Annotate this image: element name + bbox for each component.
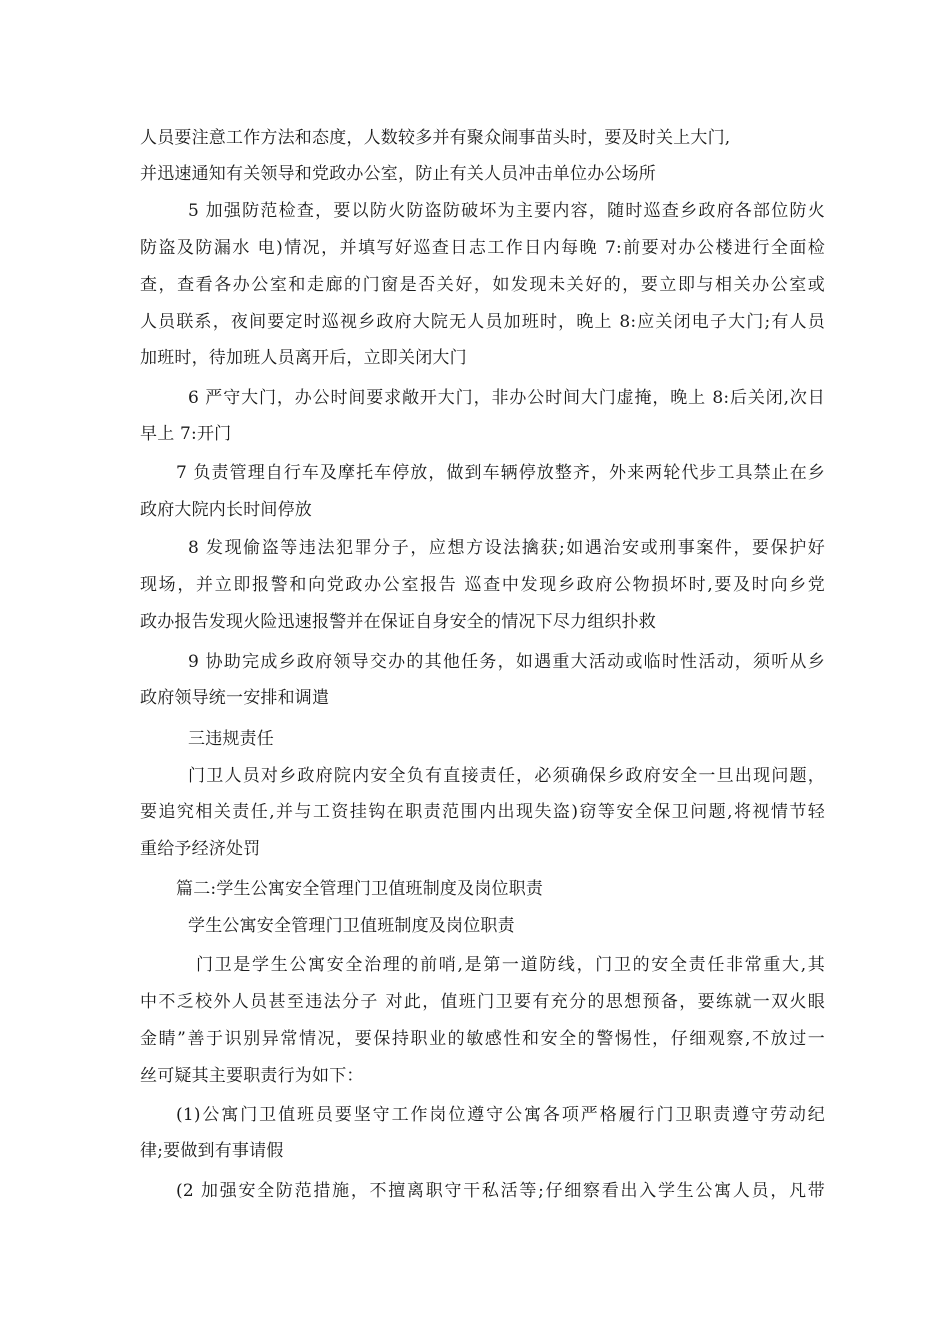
text-line: 金睛”善于识别异常情况，要保持职业的敏感性和安全的警惕性，仔细观察,不放过一	[140, 1029, 825, 1049]
text-line: 中不乏校外人员甚至违法分子 对此，值班门卫要有充分的思想预备，要练就一双火眼	[140, 992, 825, 1012]
text-line: 加班时，待加班人员离开后，立即关闭大门	[140, 348, 467, 368]
text-line: 重给予经济处罚	[140, 839, 261, 859]
paragraph-5-start: 5 加强防范检查，要以防火防盗防破坏为主要内容，随时巡查乡政府各部位防火	[188, 201, 825, 221]
paragraph-7-start: 7 负责管理自行车及摩托车停放，做到车辆停放整齐，外来两轮代步工具禁止在乡	[176, 463, 825, 483]
text-line: 人员要注意工作方法和态度，人数较多并有聚众闹事苗头时，要及时关上大门,	[140, 128, 731, 148]
paragraph-6-start: 6 严守大门，办公时间要求敞开大门，非办公时间大门虚掩，晚上 8:后关闭,次日	[188, 388, 825, 408]
text-line: 丝可疑其主要职责行为如下：	[140, 1066, 364, 1086]
chapter-title: 篇二:学生公寓安全管理门卫值班制度及岗位职责	[176, 879, 544, 899]
paragraph-intro-start: 门卫是学生公寓安全治理的前哨,是第一道防线，门卫的安全责任非常重大,其	[196, 955, 825, 975]
text-line: 政府大院内长时间停放	[140, 500, 312, 520]
text-line: 早上 7:开门	[140, 424, 232, 444]
list-item-2-start: (2 加强安全防范措施，不擅离职守干私活等;仔细察看出入学生公寓人员，凡带	[176, 1181, 825, 1201]
text-line: 政办报告发现火险迅速报警并在保证自身安全的情况下尽力组织扑救	[140, 612, 656, 632]
paragraph-8-start: 8 发现偷盗等违法犯罪分子，应想方设法擒获;如遇治安或刑事案件，要保护好	[188, 538, 825, 558]
text-line: 并迅速通知有关领导和党政办公室，防止有关人员冲击单位办公场所	[140, 164, 656, 184]
text-line: 政府领导统一安排和调遣	[140, 688, 330, 708]
list-item-1-start: (1)公寓门卫值班员要坚守工作岗位遵守公寓各项严格履行门卫职责遵守劳动纪	[176, 1105, 825, 1125]
paragraph-responsibility-start: 门卫人员对乡政府院内安全负有直接责任，必须确保乡政府安全一旦出现问题，	[188, 766, 825, 786]
text-line: 人员联系，夜间要定时巡视乡政府大院无人员加班时，晚上 8:应关闭电子大门;有人员	[140, 312, 825, 332]
text-line: 防盗及防漏水 电)情况，并填写好巡查日志工作日内每晚 7:前要对办公楼进行全面检	[140, 238, 825, 258]
text-line: 查，查看各办公室和走廊的门窗是否关好，如发现未关好的，要立即与相关办公室或	[140, 275, 825, 295]
text-line: 现场，并立即报警和向党政办公室报告 巡查中发现乡政府公物损坏时,要及时向乡党	[140, 575, 825, 595]
subtitle: 学生公寓安全管理门卫值班制度及岗位职责	[188, 916, 515, 936]
section-heading: 三违规责任	[188, 729, 274, 749]
text-line: 要追究相关责任,并与工资挂钩在职责范围内出现失盗)窃等安全保卫问题,将视情节轻	[140, 802, 825, 822]
text-line: 律;要做到有事请假	[140, 1141, 284, 1161]
paragraph-9-start: 9 协助完成乡政府领导交办的其他任务，如遇重大活动或临时性活动，须听从乡	[188, 652, 825, 672]
